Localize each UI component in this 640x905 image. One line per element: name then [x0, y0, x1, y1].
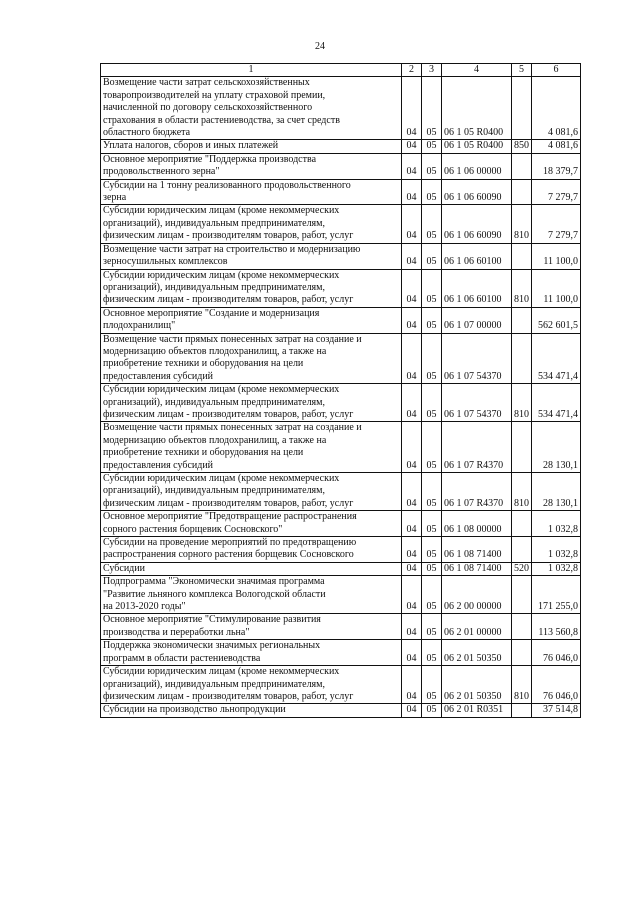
amount: 37 514,8 [532, 704, 581, 717]
amount: 113 560,8 [532, 614, 581, 640]
expense-type-code: 810 [512, 384, 532, 422]
column-header: 2 [402, 64, 422, 77]
amount: 4 081,6 [532, 140, 581, 153]
table-row [101, 614, 581, 640]
table-row [101, 243, 581, 269]
column-header: 3 [422, 64, 442, 77]
expense-type-code [512, 511, 532, 537]
target-article-code: 06 2 01 50350 [442, 640, 512, 666]
target-article-code: 06 1 06 60090 [442, 205, 512, 243]
item-name: Возмещение части прямых понесенных затрат на создание и модернизацию объектов плодохранилищ, а также на приобретение техники и оборудования на цели предоставления субсидий [101, 333, 402, 384]
item-name: Субсидии [101, 562, 402, 575]
subsection-code: 05 [422, 704, 442, 717]
table-row [101, 473, 581, 511]
subsection-code: 05 [422, 243, 442, 269]
subsection-code: 05 [422, 307, 442, 333]
table-row [101, 77, 581, 140]
section-code: 04 [402, 243, 422, 269]
section-code: 04 [402, 666, 422, 704]
expense-type-code: 520 [512, 562, 532, 575]
target-article-code: 06 1 08 00000 [442, 511, 512, 537]
section-code: 04 [402, 333, 422, 384]
section-code: 04 [402, 153, 422, 179]
subsection-code: 05 [422, 537, 442, 563]
table-row [101, 576, 581, 614]
column-header: 1 [101, 64, 402, 77]
expense-type-code [512, 333, 532, 384]
subsection-code: 05 [422, 269, 442, 307]
target-article-code: 06 1 08 71400 [442, 537, 512, 563]
expense-type-code [512, 576, 532, 614]
budget-table [100, 63, 581, 718]
subsection-code: 05 [422, 511, 442, 537]
table-row [101, 269, 581, 307]
section-code: 04 [402, 562, 422, 575]
subsection-code: 05 [422, 384, 442, 422]
target-article-code: 06 2 00 00000 [442, 576, 512, 614]
item-name: Субсидии юридическим лицам (кроме некоммерческих организаций), индивидуальным предпринимателям, физическим лицам - производителям товаров, работ, услуг [101, 473, 402, 511]
target-article-code: 06 1 06 60100 [442, 243, 512, 269]
item-name: Субсидии юридическим лицам (кроме некоммерческих организаций), индивидуальным предпринимателям, физическим лицам - производителям товаров, работ, услуг [101, 666, 402, 704]
section-code: 04 [402, 704, 422, 717]
section-code: 04 [402, 422, 422, 473]
expense-type-code: 810 [512, 205, 532, 243]
amount: 11 100,0 [532, 243, 581, 269]
amount: 4 081,6 [532, 77, 581, 140]
item-name: Субсидии юридическим лицам (кроме некоммерческих организаций), индивидуальным предпринимателям, физическим лицам - производителям товаров, работ, услуг [101, 205, 402, 243]
expense-type-code [512, 640, 532, 666]
expense-type-code [512, 153, 532, 179]
subsection-code: 05 [422, 576, 442, 614]
item-name: Субсидии на 1 тонну реализованного продовольственного зерна [101, 179, 402, 205]
table-row [101, 205, 581, 243]
expense-type-code [512, 704, 532, 717]
subsection-code: 05 [422, 140, 442, 153]
section-code: 04 [402, 205, 422, 243]
section-code: 04 [402, 269, 422, 307]
item-name: Возмещение части прямых понесенных затрат на создание и модернизацию объектов плодохранилищ, а также на приобретение техники и оборудования на цели предоставления субсидий [101, 422, 402, 473]
subsection-code: 05 [422, 473, 442, 511]
section-code: 04 [402, 640, 422, 666]
amount: 1 032,8 [532, 511, 581, 537]
expense-type-code [512, 243, 532, 269]
section-code: 04 [402, 614, 422, 640]
subsection-code: 05 [422, 77, 442, 140]
amount: 11 100,0 [532, 269, 581, 307]
target-article-code: 06 1 07 R4370 [442, 473, 512, 511]
item-name: Субсидии юридическим лицам (кроме некоммерческих организаций), индивидуальным предпринимателям, физическим лицам - производителям товаров, работ, услуг [101, 269, 402, 307]
table-row [101, 333, 581, 384]
amount: 7 279,7 [532, 205, 581, 243]
expense-type-code: 810 [512, 269, 532, 307]
item-name: Уплата налогов, сборов и иных платежей [101, 140, 402, 153]
subsection-code: 05 [422, 205, 442, 243]
expense-type-code [512, 307, 532, 333]
item-name: Субсидии юридическим лицам (кроме некоммерческих организаций), индивидуальным предпринимателям, физическим лицам - производителям товаров, работ, услуг [101, 384, 402, 422]
item-name: Возмещение части затрат на строительство и модернизацию зерносушильных комплексов [101, 243, 402, 269]
table-row [101, 562, 581, 575]
expense-type-code [512, 537, 532, 563]
table-row [101, 307, 581, 333]
section-code: 04 [402, 576, 422, 614]
expense-type-code [512, 422, 532, 473]
column-header: 5 [512, 64, 532, 77]
item-name: Основное мероприятие "Поддержка производства продовольственного зерна" [101, 153, 402, 179]
subsection-code: 05 [422, 179, 442, 205]
column-header: 4 [442, 64, 512, 77]
item-name: Основное мероприятие "Предотвращение распространения сорного растения борщевик Сосновского" [101, 511, 402, 537]
item-name: Основное мероприятие "Создание и модернизация плодохранилищ" [101, 307, 402, 333]
table-row [101, 140, 581, 153]
target-article-code: 06 1 06 00000 [442, 153, 512, 179]
amount: 1 032,8 [532, 562, 581, 575]
section-code: 04 [402, 307, 422, 333]
item-name: Основное мероприятие "Стимулирование развития производства и переработки льна" [101, 614, 402, 640]
expense-type-code [512, 77, 532, 140]
section-code: 04 [402, 77, 422, 140]
column-header: 6 [532, 64, 581, 77]
target-article-code: 06 1 06 60100 [442, 269, 512, 307]
expense-type-code: 810 [512, 473, 532, 511]
item-name: Возмещение части затрат сельскохозяйственных товаропроизводителей на уплату страховой премии, начисленной по договору сельскохозяйственного страхования в области растениеводства, за счет средств областного бюджета [101, 77, 402, 140]
expense-type-code: 810 [512, 666, 532, 704]
target-article-code: 06 1 07 00000 [442, 307, 512, 333]
target-article-code: 06 1 05 R0400 [442, 77, 512, 140]
subsection-code: 05 [422, 333, 442, 384]
table-row [101, 537, 581, 563]
target-article-code: 06 2 01 R0351 [442, 704, 512, 717]
expense-type-code [512, 179, 532, 205]
amount: 1 032,8 [532, 537, 581, 563]
target-article-code: 06 1 06 60090 [442, 179, 512, 205]
subsection-code: 05 [422, 640, 442, 666]
expense-type-code: 850 [512, 140, 532, 153]
table-row [101, 666, 581, 704]
target-article-code: 06 1 05 R0400 [442, 140, 512, 153]
table-row [101, 153, 581, 179]
amount: 562 601,5 [532, 307, 581, 333]
target-article-code: 06 1 08 71400 [442, 562, 512, 575]
subsection-code: 05 [422, 666, 442, 704]
section-code: 04 [402, 511, 422, 537]
amount: 76 046,0 [532, 666, 581, 704]
target-article-code: 06 2 01 00000 [442, 614, 512, 640]
subsection-code: 05 [422, 153, 442, 179]
amount: 171 255,0 [532, 576, 581, 614]
amount: 28 130,1 [532, 473, 581, 511]
table-row [101, 640, 581, 666]
target-article-code: 06 2 01 50350 [442, 666, 512, 704]
page-number: 24 [315, 41, 325, 52]
item-name: Субсидии на проведение мероприятий по предотвращению распространения сорного растения борщевик Сосновского [101, 537, 402, 563]
amount: 7 279,7 [532, 179, 581, 205]
target-article-code: 06 1 07 54370 [442, 384, 512, 422]
target-article-code: 06 1 07 54370 [442, 333, 512, 384]
table-row [101, 422, 581, 473]
subsection-code: 05 [422, 422, 442, 473]
section-code: 04 [402, 179, 422, 205]
table-row [101, 511, 581, 537]
section-code: 04 [402, 537, 422, 563]
amount: 18 379,7 [532, 153, 581, 179]
amount: 534 471,4 [532, 384, 581, 422]
amount: 28 130,1 [532, 422, 581, 473]
amount: 534 471,4 [532, 333, 581, 384]
expense-type-code [512, 614, 532, 640]
table-header-row [101, 64, 581, 77]
section-code: 04 [402, 473, 422, 511]
subsection-code: 05 [422, 562, 442, 575]
section-code: 04 [402, 140, 422, 153]
item-name: Подпрограмма "Экономически значимая программа "Развитие льняного комплекса Вологодской области на 2013-2020 годы" [101, 576, 402, 614]
table-row [101, 704, 581, 717]
section-code: 04 [402, 384, 422, 422]
target-article-code: 06 1 07 R4370 [442, 422, 512, 473]
amount: 76 046,0 [532, 640, 581, 666]
table-row [101, 179, 581, 205]
subsection-code: 05 [422, 614, 442, 640]
item-name: Поддержка экономически значимых региональных программ в области растениеводства [101, 640, 402, 666]
table-row [101, 384, 581, 422]
item-name: Субсидии на производство льнопродукции [101, 704, 402, 717]
